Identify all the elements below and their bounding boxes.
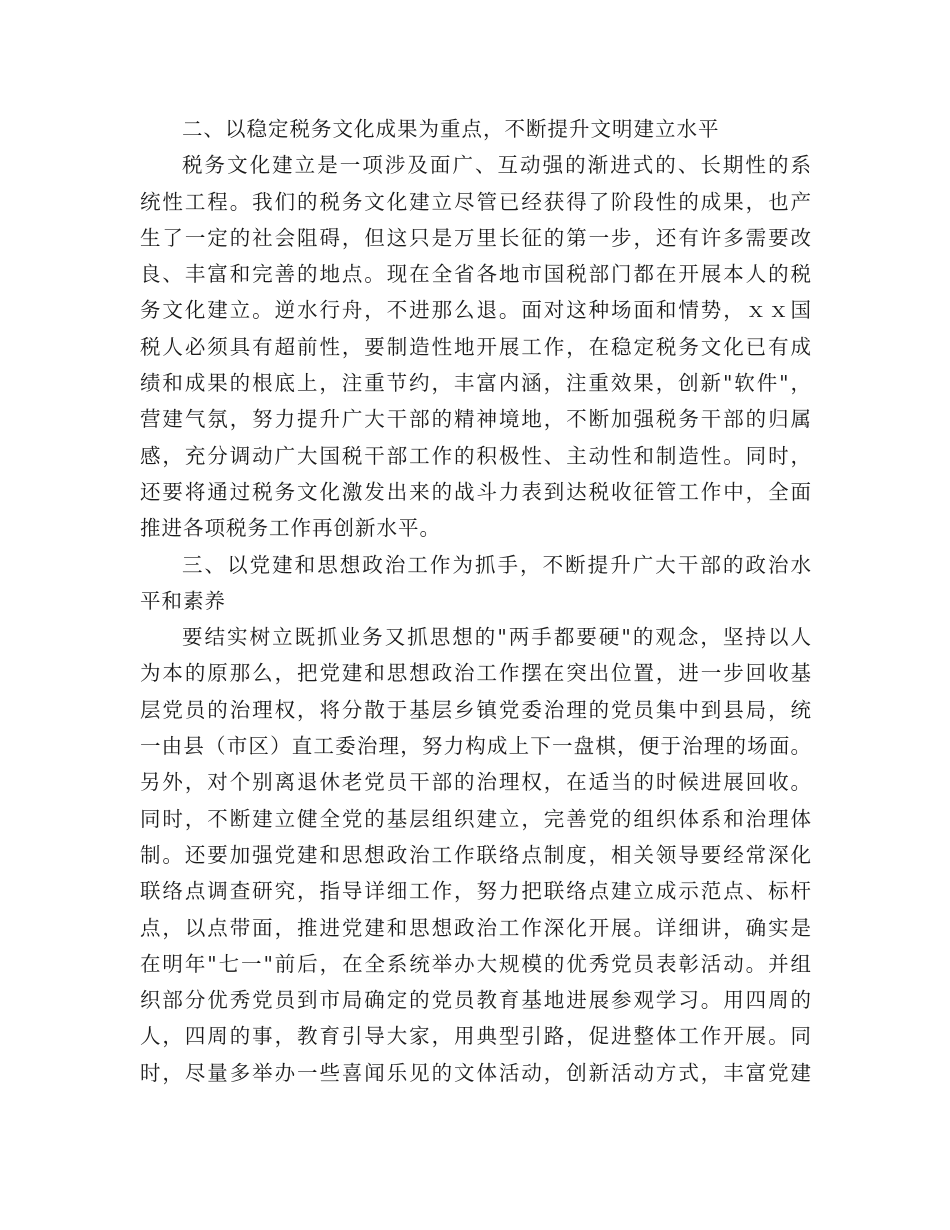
paragraph-line: 制。还要加强党建和思想政治工作联络点制度，相关领导要经常深化 <box>140 842 812 867</box>
paragraph-line: 织部分优秀党员到市局确定的党员教育基地进展参观学习。用四周的 <box>140 988 812 1013</box>
document-body <box>140 111 812 1091</box>
paragraph-line: 层党员的治理权，将分散于基层乡镇党委治理的党员集中到县局，统 <box>140 697 812 722</box>
paragraph-line: 同时，不断建立健全党的基层组织建立，完善党的组织体系和治理体 <box>140 806 812 831</box>
paragraph-line: 为本的原那么，把党建和思想政治工作摆在突出位置，进一步回收基 <box>140 661 812 686</box>
paragraph-line: 务文化建立。逆水行舟，不进那么退。面对这种场面和情势，ｘｘ国 <box>140 298 812 323</box>
paragraph-line: 点，以点带面，推进党建和思想政治工作深化开展。详细讲，确实是 <box>140 915 812 940</box>
paragraph-line: 绩和成果的根底上，注重节约，丰富内涵，注重效果，创新"软件"， <box>140 371 812 396</box>
paragraph-line: 推进各项税务工作再创新水平。 <box>140 516 441 541</box>
paragraph-line: 营建气氛，努力提升广大干部的精神境地，不断加强税务干部的归属 <box>140 407 812 432</box>
paragraph-line: 一由县（市区）直工委治理，努力构成上下一盘棋，便于治理的场面。 <box>140 734 812 759</box>
paragraph-line: 在明年"七一"前后，在全系统举办大规模的优秀党员表彰活动。并组 <box>140 951 812 976</box>
section-heading-3: 三、以党建和思想政治工作为抓手，不断提升广大干部的政治水 <box>182 552 812 577</box>
section-heading-3-cont: 平和素养 <box>140 588 226 613</box>
paragraph-line: 时，尽量多举办一些喜闻乐见的文体活动，创新活动方式，丰富党建 <box>140 1060 812 1085</box>
paragraph-line: 生了一定的社会阻碍，但这只是万里长征的第一步，还有许多需要改 <box>140 225 812 250</box>
paragraph-line: 还要将通过税务文化激发出来的战斗力表到达税收征管工作中，全面 <box>140 479 812 504</box>
paragraph-line: 感，充分调动广大国税干部工作的积极性、主动性和制造性。同时， <box>140 443 812 468</box>
paragraph-line: 人，四周的事，教育引导大家，用典型引路，促进整体工作开展。同 <box>140 1024 812 1049</box>
paragraph-line: 另外，对个别离退休老党员干部的治理权，在适当的时候进展回收。 <box>140 770 812 795</box>
paragraph-line: 统性工程。我们的税务文化建立尽管已经获得了阶段性的成果，也产 <box>140 189 812 214</box>
paragraph-line: 税人必须具有超前性，要制造性地开展工作，在稳定税务文化已有成 <box>140 334 812 359</box>
section-heading-2: 二、以稳定税务文化成果为重点，不断提升文明建立水平 <box>182 117 720 141</box>
paragraph-line: 要结实树立既抓业务又抓思想的"两手都要硬"的观念，坚持以人 <box>182 625 812 650</box>
paragraph-line: 良、丰富和完善的地点。现在全省各地市国税部门都在开展本人的税 <box>140 262 812 287</box>
paragraph-line: 联络点调查研究，指导详细工作，努力把联络点建立成示范点、标杆 <box>140 879 812 904</box>
paragraph-line: 税务文化建立是一项涉及面广、互动强的渐进式的、长期性的系 <box>182 153 812 178</box>
